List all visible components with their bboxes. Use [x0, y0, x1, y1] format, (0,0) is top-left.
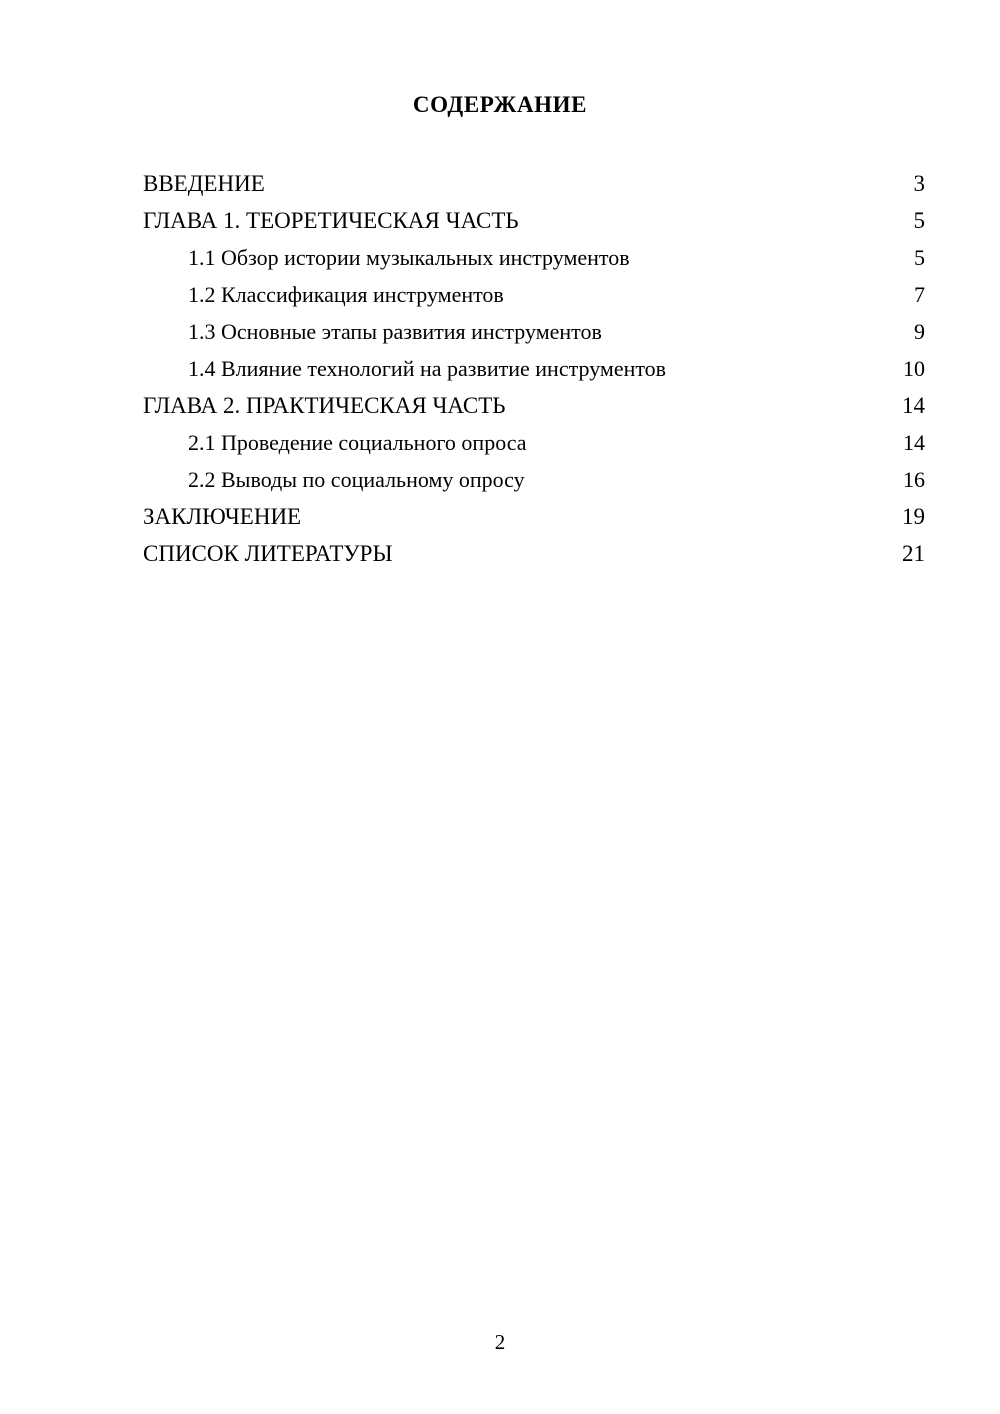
toc-entry-label: 1.1 Обзор истории музыкальных инструментов — [188, 245, 630, 270]
toc-entry-page: 7 — [914, 282, 925, 307]
toc-entry-page: 5 — [913, 208, 925, 233]
toc-entry[interactable] — [143, 461, 925, 498]
footer-page-number: 2 — [494, 1330, 506, 1354]
toc-entry-label: 2.2 Выводы по социальному опросу — [188, 467, 525, 492]
toc-entry[interactable] — [143, 498, 925, 535]
toc-entry-page: 19 — [902, 504, 925, 529]
toc-entry-page: 5 — [914, 245, 925, 270]
toc-entry[interactable] — [143, 165, 925, 202]
toc-entry[interactable] — [143, 276, 925, 313]
toc-entry-label: 1.4 Влияние технологий на развитие инструментов — [188, 356, 667, 381]
toc-entry[interactable] — [143, 313, 925, 350]
toc-entry-page: 9 — [914, 319, 925, 344]
toc-entry-label: ГЛАВА 2. ПРАКТИЧЕСКАЯ ЧАСТЬ — [143, 393, 506, 418]
toc-entry[interactable] — [143, 535, 925, 572]
toc-entry[interactable] — [143, 424, 925, 461]
toc-entry-label: СПИСОК ЛИТЕРАТУРЫ — [143, 541, 393, 566]
toc-entry-label: 1.3 Основные этапы развития инструментов — [188, 319, 602, 344]
toc-entry-label: ГЛАВА 1. ТЕОРЕТИЧЕСКАЯ ЧАСТЬ — [143, 208, 519, 233]
toc-entry-page: 14 — [903, 430, 925, 455]
toc-entry[interactable] — [143, 202, 925, 239]
toc-entry-page: 16 — [903, 467, 925, 492]
toc-entry[interactable] — [143, 387, 925, 424]
toc-entry-label: 2.1 Проведение социального опроса — [188, 430, 527, 455]
toc-entry-label: ЗАКЛЮЧЕНИЕ — [143, 504, 302, 529]
toc-entry[interactable] — [143, 350, 925, 387]
toc-entry-page: 14 — [902, 393, 925, 418]
table-of-contents — [143, 165, 925, 572]
toc-entry-label: ВВЕДЕНИЕ — [143, 171, 265, 196]
toc-entry-page: 3 — [913, 171, 925, 196]
toc-entry[interactable] — [143, 239, 925, 276]
toc-entry-page: 21 — [902, 541, 925, 566]
toc-entry-page: 10 — [903, 356, 925, 381]
page-title: СОДЕРЖАНИЕ — [412, 92, 588, 117]
toc-entry-label: 1.2 Классификация инструментов — [188, 282, 504, 307]
